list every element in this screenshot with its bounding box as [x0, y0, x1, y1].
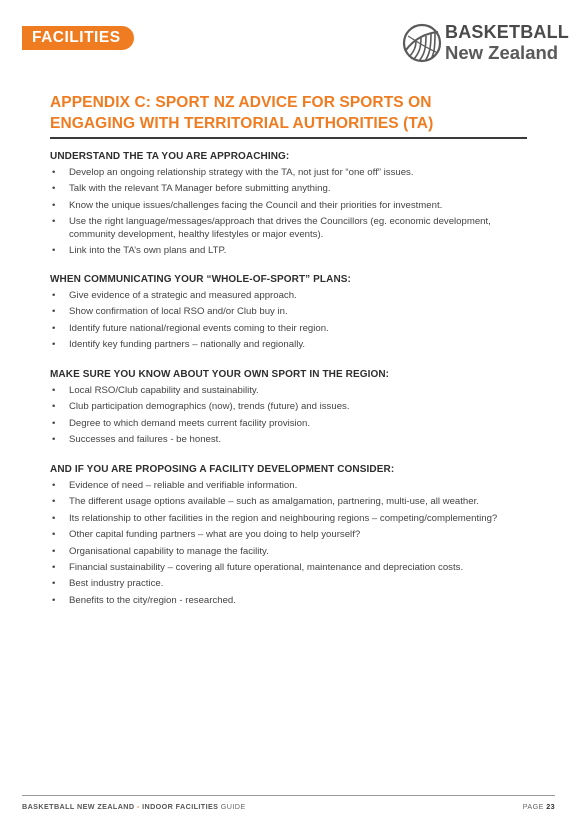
footer-guide-bold: INDOOR FACILITIES	[142, 802, 219, 811]
footer-org: BASKETBALL NEW ZEALAND	[22, 802, 135, 811]
section-heading: UNDERSTAND THE TA YOU ARE APPROACHING:	[50, 151, 290, 162]
footer-document-title	[22, 802, 246, 811]
bullet-icon: •	[52, 385, 56, 396]
bullet-icon: •	[52, 339, 56, 351]
list-item: • Show confirmation of local RSO and/or Club buy in.	[52, 306, 288, 318]
section-heading: WHEN COMMUNICATING YOUR “WHOLE-OF-SPORT” PLANS:	[50, 274, 351, 285]
section-heading: MAKE SURE YOU KNOW ABOUT YOUR OWN SPORT IN THE REGION:	[50, 369, 390, 380]
bullet-icon: •	[52, 545, 56, 557]
list-item: • Benefits to the city/region - researched.	[52, 594, 236, 606]
footer-page-number	[523, 802, 555, 811]
bullet-list	[50, 480, 530, 607]
list-item: • Degree to which demand meets current facility provision.	[52, 417, 311, 429]
bullet-list	[50, 290, 530, 352]
section-understand-ta	[50, 149, 530, 262]
bullet-icon: •	[52, 199, 56, 211]
list-item: • Successes and failures - be honest.	[52, 434, 221, 446]
list-item: • Best industry practice.	[52, 578, 164, 590]
bullet-icon: •	[52, 594, 56, 606]
list-item: • Talk with the relevant TA Manager before submitting anything.	[52, 183, 331, 195]
bullet-icon: •	[52, 496, 56, 508]
list-item: • Evidence of need – reliable and verifiable information.	[52, 480, 298, 491]
bullet-icon: •	[52, 417, 56, 429]
footer-divider	[22, 795, 555, 796]
title-divider	[50, 137, 527, 139]
bullet-icon: •	[52, 561, 56, 573]
fern-basketball-icon	[402, 23, 442, 63]
section-heading: AND IF YOU ARE PROPOSING A FACILITY DEVELOPMENT CONSIDER:	[50, 464, 395, 475]
list-item: • Financial sustainability – covering all future operational, maintenance and depreciation costs.	[52, 561, 464, 573]
page-title-line1: APPENDIX C: SPORT NZ ADVICE FOR SPORTS ON	[50, 94, 432, 111]
bullet-list	[50, 385, 530, 447]
list-item: • Link into the TA’s own plans and LTP.	[52, 245, 227, 257]
section-facility-development	[50, 462, 530, 611]
bullet-icon: •	[52, 512, 56, 524]
list-item: • Local RSO/Club capability and sustainability.	[52, 385, 259, 396]
bullet-icon: •	[52, 578, 56, 590]
bullet-icon: •	[52, 290, 56, 301]
page-title	[50, 92, 530, 134]
logo-wordmark-line2: New Zealand	[445, 42, 559, 63]
bullet-icon: •	[52, 401, 56, 413]
footer-guide-rest: GUIDE	[218, 802, 246, 811]
list-item: • Identify key funding partners – nationally and regionally.	[52, 339, 306, 351]
bullet-icon: •	[52, 167, 56, 178]
bullet-icon: •	[52, 183, 56, 195]
section-tab	[22, 26, 134, 50]
section-tab-label: FACILITIES	[32, 29, 121, 46]
list-item: • Organisational capability to manage the facility.	[52, 545, 269, 557]
bullet-icon: •	[52, 529, 56, 541]
page-number: 23	[546, 802, 555, 811]
bullet-icon: •	[52, 245, 56, 257]
list-item: • The different usage options available – such as amalgamation, partnering, multi-use, all weather.	[52, 496, 479, 508]
page-label: PAGE	[522, 802, 544, 811]
list-item: • Identify future national/regional events coming to their region.	[52, 322, 329, 334]
list-item: • Use the right language/messages/approach that drives the Councillors (eg. economic development, community development, healthy lifestyles or major events).	[52, 216, 491, 240]
list-item: • Club participation demographics (now), trends (future) and issues.	[52, 401, 350, 413]
list-item: • Know the unique issues/challenges facing the Council and their priorities for investment.	[52, 199, 443, 211]
bullet-icon: •	[52, 480, 56, 491]
section-own-sport	[50, 367, 530, 451]
list-item: • Give evidence of a strategic and measured approach.	[52, 290, 297, 301]
list-item: • Develop an ongoing relationship strategy with the TA, not just for “one off” issues.	[52, 167, 414, 178]
bullet-icon: •	[52, 216, 56, 228]
list-item: • Other capital funding partners – what are you doing to help yourself?	[52, 529, 361, 541]
page-title-line2: ENGAGING WITH TERRITORIAL AUTHORITIES (TA)	[50, 115, 434, 132]
logo-wordmark-line1: BASKETBALL	[445, 22, 569, 42]
basketball-nz-logo	[402, 20, 569, 68]
bullet-icon: •	[52, 306, 56, 318]
section-whole-of-sport	[50, 272, 530, 356]
list-item: • Its relationship to other facilities in the region and neighbouring regions – competing/complementing?	[52, 512, 498, 524]
footer-separator: -	[134, 802, 143, 811]
bullet-icon: •	[52, 322, 56, 334]
bullet-icon: •	[52, 434, 56, 446]
bullet-list	[50, 167, 530, 258]
